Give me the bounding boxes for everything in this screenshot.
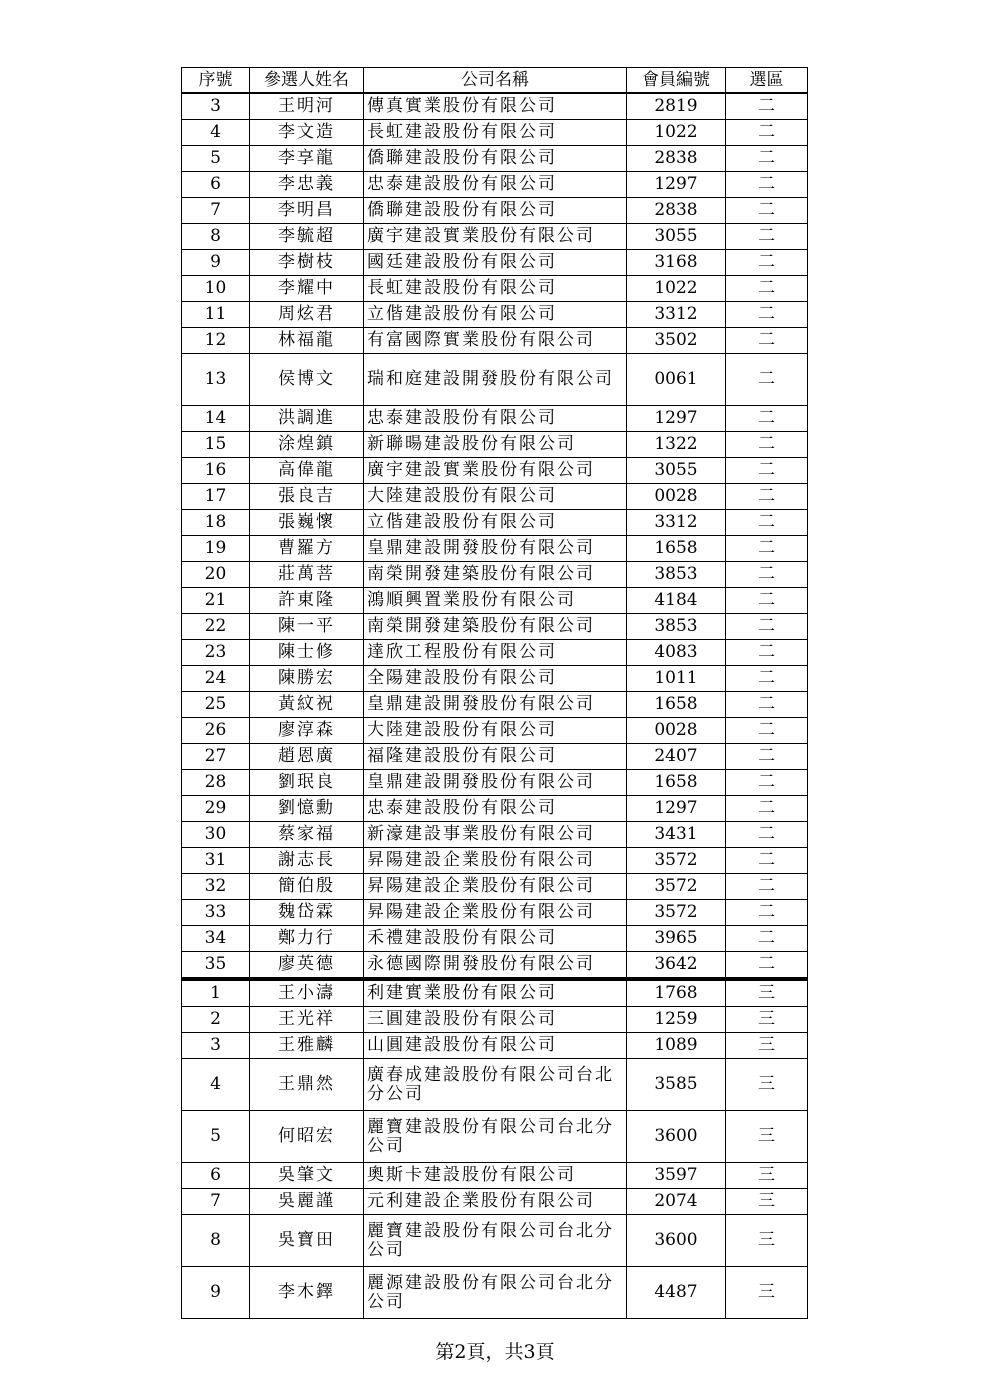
row-no: 9 xyxy=(182,250,250,276)
row-no: 14 xyxy=(182,406,250,432)
row-no: 25 xyxy=(182,692,250,718)
candidate-name: 吳肇文 xyxy=(250,1163,364,1189)
row-no: 13 xyxy=(182,354,250,406)
member-number: 1297 xyxy=(627,172,726,198)
row-no: 19 xyxy=(182,536,250,562)
district: 二 xyxy=(726,900,808,926)
table-row xyxy=(182,588,808,614)
candidate-name: 高偉龍 xyxy=(250,458,364,484)
candidate-name: 吳麗謹 xyxy=(250,1189,364,1215)
district: 二 xyxy=(726,432,808,458)
company-name: 全陽建設股份有限公司 xyxy=(364,666,627,692)
row-no: 18 xyxy=(182,510,250,536)
member-number: 3642 xyxy=(627,952,726,980)
table-row xyxy=(182,432,808,458)
member-number: 0028 xyxy=(627,484,726,510)
row-no: 15 xyxy=(182,432,250,458)
row-no: 6 xyxy=(182,1163,250,1189)
candidate-name: 何昭宏 xyxy=(250,1111,364,1163)
candidate-name: 王雅麟 xyxy=(250,1033,364,1059)
row-no: 6 xyxy=(182,172,250,198)
table-row xyxy=(182,328,808,354)
company-name: 立偕建設股份有限公司 xyxy=(364,302,627,328)
member-number: 0028 xyxy=(627,718,726,744)
row-no: 7 xyxy=(182,198,250,224)
district: 三 xyxy=(726,1059,808,1111)
table-row xyxy=(182,198,808,224)
row-no: 29 xyxy=(182,796,250,822)
row-no: 5 xyxy=(182,146,250,172)
company-name: 廣宇建設實業股份有限公司 xyxy=(364,224,627,250)
header-company: 公司名稱 xyxy=(364,68,627,94)
member-number: 4184 xyxy=(627,588,726,614)
member-number: 4487 xyxy=(627,1267,726,1319)
table-row xyxy=(182,276,808,302)
candidate-name: 洪調進 xyxy=(250,406,364,432)
candidate-name: 陳一平 xyxy=(250,614,364,640)
row-no: 4 xyxy=(182,120,250,146)
district: 二 xyxy=(726,822,808,848)
candidate-name: 鄭力行 xyxy=(250,926,364,952)
company-name: 永德國際開發股份有限公司 xyxy=(364,952,627,980)
district: 二 xyxy=(726,406,808,432)
member-number: 3312 xyxy=(627,510,726,536)
table-row xyxy=(182,302,808,328)
table-row xyxy=(182,926,808,952)
candidate-name: 陳勝宏 xyxy=(250,666,364,692)
company-name: 元利建設企業股份有限公司 xyxy=(364,1189,627,1215)
company-name: 僑聯建設股份有限公司 xyxy=(364,198,627,224)
company-name: 皇鼎建設開發股份有限公司 xyxy=(364,536,627,562)
district: 三 xyxy=(726,1267,808,1319)
company-name: 皇鼎建設開發股份有限公司 xyxy=(364,770,627,796)
member-number: 3853 xyxy=(627,614,726,640)
district: 二 xyxy=(726,93,808,120)
candidate-name: 李明昌 xyxy=(250,198,364,224)
member-number: 3055 xyxy=(627,224,726,250)
candidate-name: 王光祥 xyxy=(250,1007,364,1033)
table-row xyxy=(182,666,808,692)
company-name: 傳真實業股份有限公司 xyxy=(364,93,627,120)
company-name: 長虹建設股份有限公司 xyxy=(364,120,627,146)
table-row xyxy=(182,250,808,276)
row-no: 26 xyxy=(182,718,250,744)
candidate-name: 王鼎然 xyxy=(250,1059,364,1111)
company-name: 鴻順興置業股份有限公司 xyxy=(364,588,627,614)
member-number: 1658 xyxy=(627,536,726,562)
member-number: 3168 xyxy=(627,250,726,276)
district: 二 xyxy=(726,458,808,484)
company-name: 長虹建設股份有限公司 xyxy=(364,276,627,302)
table-row xyxy=(182,770,808,796)
candidate-name: 李享龍 xyxy=(250,146,364,172)
company-name: 福隆建設股份有限公司 xyxy=(364,744,627,770)
company-name: 昇陽建設企業股份有限公司 xyxy=(364,900,627,926)
member-number: 3572 xyxy=(627,900,726,926)
table-row xyxy=(182,1059,808,1111)
district: 二 xyxy=(726,614,808,640)
row-no: 21 xyxy=(182,588,250,614)
candidate-name: 廖英德 xyxy=(250,952,364,980)
district: 二 xyxy=(726,562,808,588)
district: 三 xyxy=(726,1007,808,1033)
member-number: 1089 xyxy=(627,1033,726,1059)
company-name: 新濠建設事業股份有限公司 xyxy=(364,822,627,848)
table-row xyxy=(182,848,808,874)
company-name: 昇陽建設企業股份有限公司 xyxy=(364,848,627,874)
member-number: 2074 xyxy=(627,1189,726,1215)
candidate-name: 涂煌鎮 xyxy=(250,432,364,458)
table-row xyxy=(182,224,808,250)
candidate-name: 莊萬菩 xyxy=(250,562,364,588)
candidate-name: 李毓超 xyxy=(250,224,364,250)
district: 二 xyxy=(726,718,808,744)
district: 二 xyxy=(726,484,808,510)
member-number: 3597 xyxy=(627,1163,726,1189)
row-no: 31 xyxy=(182,848,250,874)
member-number: 3965 xyxy=(627,926,726,952)
district: 二 xyxy=(726,536,808,562)
row-no: 12 xyxy=(182,328,250,354)
candidate-name: 王小濤 xyxy=(250,979,364,1007)
member-number: 1322 xyxy=(627,432,726,458)
district: 三 xyxy=(726,1189,808,1215)
table-row xyxy=(182,1163,808,1189)
district: 二 xyxy=(726,874,808,900)
row-no: 4 xyxy=(182,1059,250,1111)
row-no: 30 xyxy=(182,822,250,848)
row-no: 3 xyxy=(182,93,250,120)
member-number: 3431 xyxy=(627,822,726,848)
company-name: 達欣工程股份有限公司 xyxy=(364,640,627,666)
district: 二 xyxy=(726,250,808,276)
district: 三 xyxy=(726,1163,808,1189)
company-name: 皇鼎建設開發股份有限公司 xyxy=(364,692,627,718)
row-no: 7 xyxy=(182,1189,250,1215)
table-row xyxy=(182,1111,808,1163)
table-row xyxy=(182,354,808,406)
company-name: 立偕建設股份有限公司 xyxy=(364,510,627,536)
table-row xyxy=(182,120,808,146)
company-name: 大陸建設股份有限公司 xyxy=(364,484,627,510)
candidate-name: 劉憶勳 xyxy=(250,796,364,822)
row-no: 24 xyxy=(182,666,250,692)
row-no: 2 xyxy=(182,1007,250,1033)
row-no: 8 xyxy=(182,1215,250,1267)
member-number: 1259 xyxy=(627,1007,726,1033)
district: 三 xyxy=(726,1215,808,1267)
district: 二 xyxy=(726,848,808,874)
table-row xyxy=(182,979,808,1007)
table-row xyxy=(182,1267,808,1319)
district: 二 xyxy=(726,354,808,406)
candidate-name: 李耀中 xyxy=(250,276,364,302)
district: 二 xyxy=(726,796,808,822)
row-no: 16 xyxy=(182,458,250,484)
member-number: 1022 xyxy=(627,276,726,302)
candidate-name: 魏岱霖 xyxy=(250,900,364,926)
row-no: 8 xyxy=(182,224,250,250)
member-number: 3055 xyxy=(627,458,726,484)
candidate-name: 陳士修 xyxy=(250,640,364,666)
company-name: 利建實業股份有限公司 xyxy=(364,979,627,1007)
member-number: 3312 xyxy=(627,302,726,328)
candidate-name: 侯博文 xyxy=(250,354,364,406)
district: 二 xyxy=(726,744,808,770)
table-row xyxy=(182,796,808,822)
company-name: 麗寶建設股份有限公司台北分公司 xyxy=(364,1215,627,1267)
table-row xyxy=(182,93,808,120)
table-row xyxy=(182,510,808,536)
row-no: 9 xyxy=(182,1267,250,1319)
member-number: 2838 xyxy=(627,146,726,172)
table-row xyxy=(182,822,808,848)
district: 二 xyxy=(726,198,808,224)
table-row xyxy=(182,1215,808,1267)
header-candidate: 參選人姓名 xyxy=(250,68,364,94)
row-no: 20 xyxy=(182,562,250,588)
table-row xyxy=(182,562,808,588)
company-name: 麗寶建設股份有限公司台北分公司 xyxy=(364,1111,627,1163)
row-no: 3 xyxy=(182,1033,250,1059)
member-number: 1768 xyxy=(627,979,726,1007)
company-name: 忠泰建設股份有限公司 xyxy=(364,172,627,198)
table-row xyxy=(182,952,808,980)
row-no: 17 xyxy=(182,484,250,510)
row-no: 1 xyxy=(182,979,250,1007)
candidate-name: 黃紋祝 xyxy=(250,692,364,718)
page-number: 第2頁，共3頁 xyxy=(435,1341,555,1363)
row-no: 10 xyxy=(182,276,250,302)
member-number: 0061 xyxy=(627,354,726,406)
company-name: 南榮開發建築股份有限公司 xyxy=(364,614,627,640)
company-name: 大陸建設股份有限公司 xyxy=(364,718,627,744)
member-number: 1658 xyxy=(627,770,726,796)
table-body xyxy=(182,93,808,1319)
district: 二 xyxy=(726,692,808,718)
district: 三 xyxy=(726,979,808,1007)
district: 二 xyxy=(726,328,808,354)
company-name: 南榮開發建築股份有限公司 xyxy=(364,562,627,588)
member-number: 2407 xyxy=(627,744,726,770)
candidate-name: 吳寶田 xyxy=(250,1215,364,1267)
district: 二 xyxy=(726,146,808,172)
district: 二 xyxy=(726,224,808,250)
candidate-name: 李木鐸 xyxy=(250,1267,364,1319)
table-row xyxy=(182,640,808,666)
table-row xyxy=(182,458,808,484)
company-name: 國廷建設股份有限公司 xyxy=(364,250,627,276)
candidate-name: 李樹枝 xyxy=(250,250,364,276)
table-row xyxy=(182,1007,808,1033)
district: 二 xyxy=(726,510,808,536)
district: 二 xyxy=(726,666,808,692)
table-row xyxy=(182,172,808,198)
candidate-name: 王明河 xyxy=(250,93,364,120)
candidate-name: 李文造 xyxy=(250,120,364,146)
company-name: 僑聯建設股份有限公司 xyxy=(364,146,627,172)
district: 二 xyxy=(726,588,808,614)
header-member-no: 會員編號 xyxy=(627,68,726,94)
company-name: 山圓建設股份有限公司 xyxy=(364,1033,627,1059)
candidate-name: 趙恩廣 xyxy=(250,744,364,770)
district: 二 xyxy=(726,172,808,198)
candidate-name: 劉珉良 xyxy=(250,770,364,796)
member-number: 2819 xyxy=(627,93,726,120)
company-name: 忠泰建設股份有限公司 xyxy=(364,796,627,822)
company-name: 禾禮建設股份有限公司 xyxy=(364,926,627,952)
member-number: 1011 xyxy=(627,666,726,692)
row-no: 11 xyxy=(182,302,250,328)
district: 二 xyxy=(726,276,808,302)
row-no: 5 xyxy=(182,1111,250,1163)
row-no: 28 xyxy=(182,770,250,796)
company-name: 有富國際實業股份有限公司 xyxy=(364,328,627,354)
table-row xyxy=(182,874,808,900)
member-number: 1022 xyxy=(627,120,726,146)
candidate-name: 張巍懷 xyxy=(250,510,364,536)
table-row xyxy=(182,692,808,718)
candidate-name: 張良吉 xyxy=(250,484,364,510)
member-number: 1658 xyxy=(627,692,726,718)
member-number: 1297 xyxy=(627,796,726,822)
candidate-name: 蔡家福 xyxy=(250,822,364,848)
company-name: 忠泰建設股份有限公司 xyxy=(364,406,627,432)
row-no: 32 xyxy=(182,874,250,900)
header-no: 序號 xyxy=(182,68,250,94)
candidate-name: 廖淳森 xyxy=(250,718,364,744)
member-number: 3585 xyxy=(627,1059,726,1111)
company-name: 廣春成建設股份有限公司台北分公司 xyxy=(364,1059,627,1111)
table-row xyxy=(182,1189,808,1215)
table-row xyxy=(182,614,808,640)
district: 二 xyxy=(726,952,808,980)
row-no: 27 xyxy=(182,744,250,770)
candidate-name: 許東隆 xyxy=(250,588,364,614)
district: 二 xyxy=(726,120,808,146)
row-no: 33 xyxy=(182,900,250,926)
district: 二 xyxy=(726,770,808,796)
district: 二 xyxy=(726,640,808,666)
company-name: 昇陽建設企業股份有限公司 xyxy=(364,874,627,900)
candidate-name: 林福龍 xyxy=(250,328,364,354)
member-number: 3502 xyxy=(627,328,726,354)
table-row xyxy=(182,718,808,744)
company-name: 奧斯卡建設股份有限公司 xyxy=(364,1163,627,1189)
table-row xyxy=(182,900,808,926)
row-no: 35 xyxy=(182,952,250,980)
row-no: 23 xyxy=(182,640,250,666)
row-no: 34 xyxy=(182,926,250,952)
table-row xyxy=(182,146,808,172)
table-header-row xyxy=(182,68,808,94)
member-number: 2838 xyxy=(627,198,726,224)
company-name: 新聯暘建設股份有限公司 xyxy=(364,432,627,458)
candidate-name: 李忠義 xyxy=(250,172,364,198)
table-row xyxy=(182,406,808,432)
company-name: 廣宇建設實業股份有限公司 xyxy=(364,458,627,484)
table-row xyxy=(182,536,808,562)
member-number: 3572 xyxy=(627,848,726,874)
district: 三 xyxy=(726,1111,808,1163)
table-row xyxy=(182,484,808,510)
member-number: 4083 xyxy=(627,640,726,666)
table-row xyxy=(182,1033,808,1059)
header-district: 選區 xyxy=(726,68,808,94)
company-name: 瑞和庭建設開發股份有限公司 xyxy=(364,354,627,406)
candidate-name: 周炫君 xyxy=(250,302,364,328)
row-no: 22 xyxy=(182,614,250,640)
member-number: 3572 xyxy=(627,874,726,900)
member-number: 1297 xyxy=(627,406,726,432)
candidate-name: 簡伯殷 xyxy=(250,874,364,900)
member-number: 3600 xyxy=(627,1111,726,1163)
member-number: 3853 xyxy=(627,562,726,588)
candidate-table xyxy=(181,67,808,1319)
district: 二 xyxy=(726,926,808,952)
candidate-name: 曹羅方 xyxy=(250,536,364,562)
district: 三 xyxy=(726,1033,808,1059)
candidate-name: 謝志長 xyxy=(250,848,364,874)
company-name: 三圓建設股份有限公司 xyxy=(364,1007,627,1033)
district: 二 xyxy=(726,302,808,328)
member-number: 3600 xyxy=(627,1215,726,1267)
table-row xyxy=(182,744,808,770)
company-name: 麗源建設股份有限公司台北分公司 xyxy=(364,1267,627,1319)
